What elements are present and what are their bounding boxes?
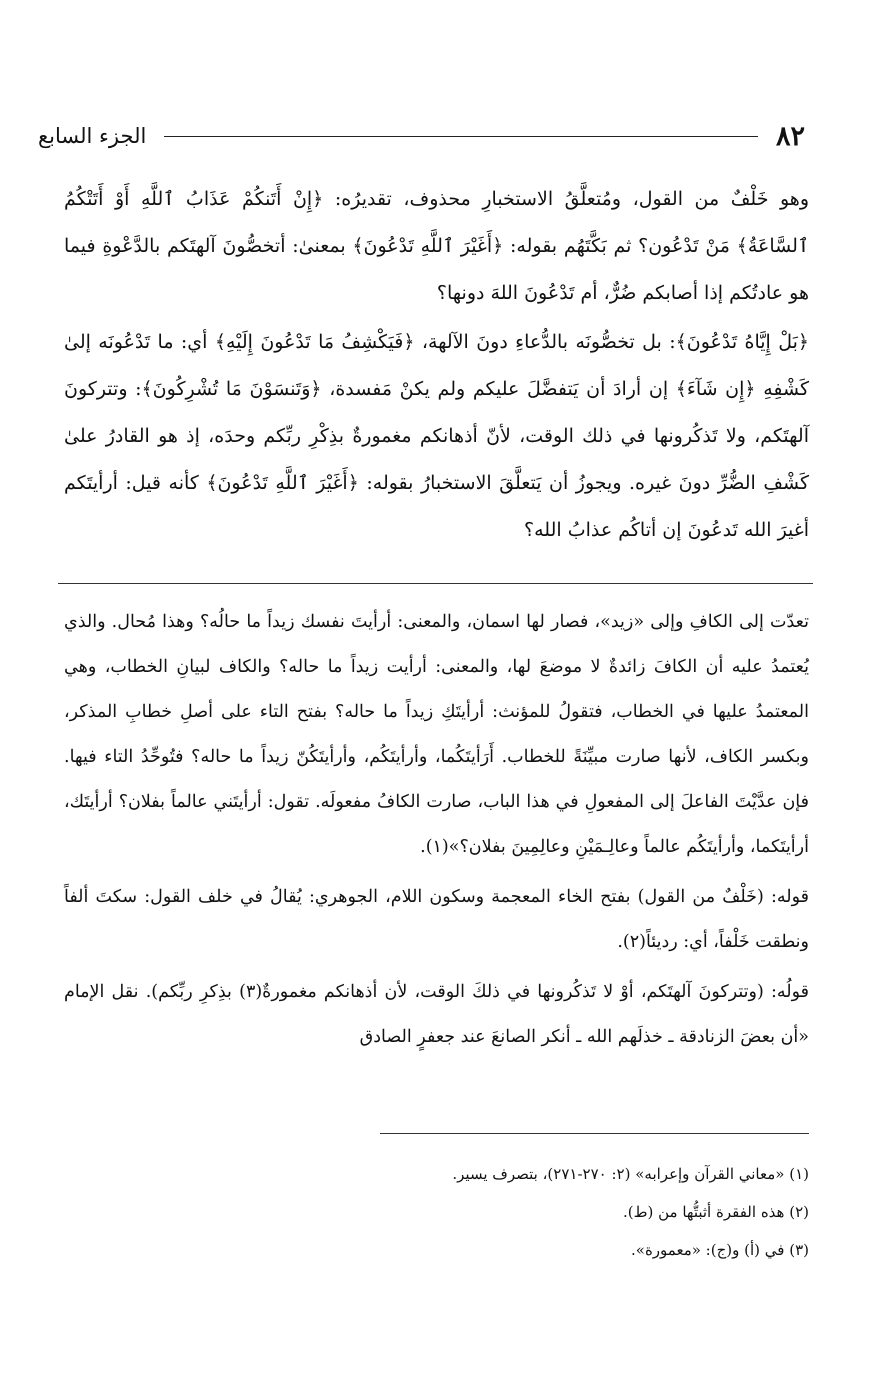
part-title: الجزء السابع	[38, 124, 147, 148]
commentary-paragraph: قوله: (خَلْفٌ من القول) بفتح الخاء المعجمة وسكون اللام، الجوهري: يُقالُ في خلف القول: سكتَ ألفاً ونطقت خَلْفاً، أي: رديئاً(٢).	[64, 887, 809, 952]
commentary-paragraph: تعدّت إلى الكافِ وإلى «زيد»، فصار لها اسمان، والمعنى: أرأيتَ نفسك زيداً ما حالُه؟ وهذا مُحال. والذي يُعتمدُ عليه أن الكافَ زائدةٌ لا موضعَ لها، والمعنى: أرأيت زيداً ما حاله؟ والكاف لبيانِ الخطاب، وهي المعتمدُ عليها في الخطاب، فتقولُ للمؤنث: أرأيتَكِ زيداً ما حاله؟ بفتح التاء على أصلِ خطابِ المذكر، وبكسر الكاف، لأنها صارت مبيِّنَةً للخطاب. أَرَأيتَكُما، وأرأيتَكُم، وأرأيتَكُنّ زيداً ما حاله؟ فتُوحِّدُ التاء فيها. فإن عدَّيْتَ الفاعلَ إلى المفعولِ في هذا الباب، صارت الكافُ مفعولَه. تقول: أرأيتَني عالماً بفلان؟ أرأيتَك، أرأيتَكما، وأرأيتَكُم عالماً وعالِـمَيْنِ وعالِمِينَ بفلان؟»(١).	[64, 612, 809, 857]
running-header	[38, 116, 805, 156]
main-text	[64, 176, 809, 554]
footnote: (٢) هذه الفقرة أثبتُّها من (ط).	[623, 1203, 809, 1221]
footnotes	[300, 1155, 809, 1269]
main-paragraph: ﴿بَلْ إِيَّاهُ تَدْعُونَ﴾: بل تخصُّونَه بالدُّعاءِ دونَ الآلهة، ﴿فَيَكْشِفُ مَا تَدْعُونَ إِلَيْهِ﴾ أي: ما تَدْعُونَه إلىٰ كَشْفِهِ ﴿إِن شَآءَ﴾ إن أرادَ أن يَتفضَّلَ عليكم ولم يكنْ مَفسدة، ﴿وَتَنسَوْنَ مَا تُشْرِكُونَ﴾: وتتركونَ آلهتَكم، ولا تَذكُرونها في ذلك الوقت، لأنّ أذهانكم مغمورةٌ بذِكْرِ ربِّكم وحدَه، إذ هو القادرُ علىٰ كَشْفِ الضُّرِّ دونَ غيره. ويجوزُ أن يَتعلَّقَ الاستخبارُ بقوله: ﴿أَغَيْرَ ٱللَّهِ تَدْعُونَ﴾ كأنه قيل: أرأيتَكم أغيرَ الله تَدعُونَ إن أتاكُم عذابُ الله؟	[64, 331, 809, 541]
footnote: (١) «معاني القرآن وإعرابه» (٢: ٢٧٠-٢٧١)، بتصرف يسير.	[452, 1165, 809, 1183]
commentary-text	[64, 600, 809, 1060]
commentary-paragraph: قولُه: (وتتركونَ آلهتَكم، أوْ لا تَذكُرونها في ذلكَ الوقت، لأن أذهانكم مغمورةٌ(٣) بذِكرِ ربِّكم). نقل الإمام «أن بعضَ الزنادقة ـ خذلَهم الله ـ أنكر الصانعَ عند جعفرٍ الصادق	[64, 982, 809, 1047]
footnote-divider	[380, 1133, 809, 1134]
page-number: ٨٢	[775, 120, 805, 152]
footnote: (٣) في (أ) و(ج): «معمورة».	[631, 1241, 809, 1259]
main-paragraph: وهو خَلْفٌ من القول، ومُتعلَّقُ الاستخبارِ محذوف، تقديرُه: ﴿إِنْ أَتَنكُمْ عَذَابُ ٱللَّهِ أَوْ أَتَتْكُمُ ٱلسَّاعَةُ﴾ مَنْ تَدْعُون؟ ثم بَكَّتَهُم بقوله: ﴿أَغَيْرَ ٱللَّهِ تَدْعُونَ﴾ بمعنىٰ: أتخصُّونَ آلهتَكم بالدَّعْوةِ فيما هو عادتُكم إذا أصابكم ضُرٌّ، أم تَدْعُونَ اللهَ دونها؟	[64, 188, 809, 304]
header-rule	[164, 136, 758, 137]
text-divider	[58, 583, 813, 584]
